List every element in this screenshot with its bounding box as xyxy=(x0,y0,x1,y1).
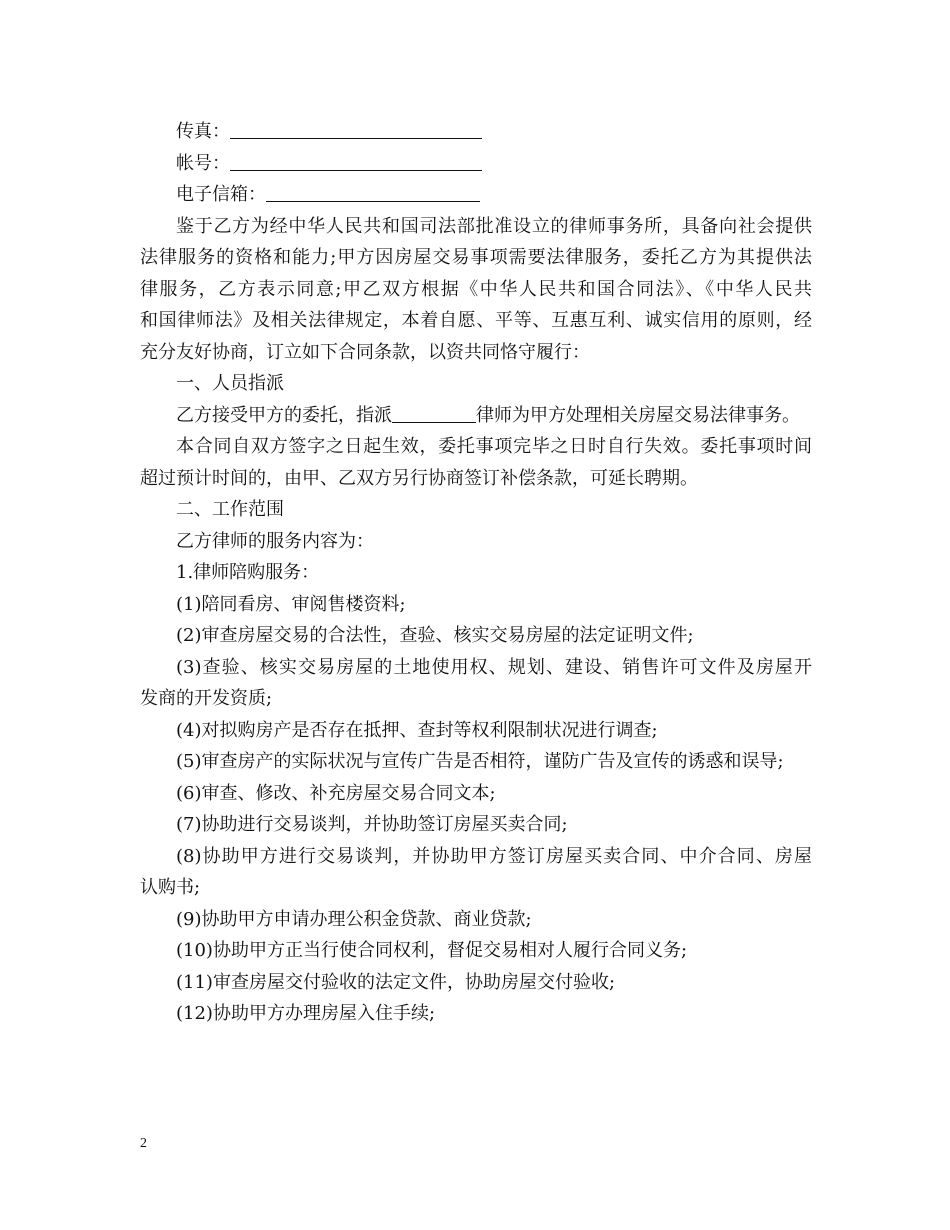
list-item: (2)审查房屋交易的合法性，查验、核实交易房屋的法定证明文件; xyxy=(176,625,694,646)
service-list xyxy=(140,589,812,1030)
list-item: (9)协助甲方申请办理公积金贷款、商业贷款; xyxy=(176,908,532,930)
list-item: (7)协助进行交易谈判，并协助签订房屋买卖合同; xyxy=(176,814,568,835)
email-blank[interactable] xyxy=(266,181,480,202)
fax-field xyxy=(140,116,812,148)
paragraph-line: 和国律师法》及相关法律规定，本着自愿、平等、互惠互利、诚实信用的原则，经 xyxy=(140,310,812,331)
list-item: (3)查验、核实交易房屋的土地使用权、规划、建设、销售许可文件及房屋开 xyxy=(176,656,812,678)
lawyer-name-blank[interactable] xyxy=(392,402,476,423)
list-item: (8)协助甲方进行交易谈判，并协助甲方签订房屋买卖合同、中介合同、房屋 xyxy=(176,845,812,867)
list-item: (1)陪同看房、审阅售楼资料; xyxy=(176,593,406,615)
paragraph-line: 超过预计时间的，由甲、乙双方另行协商签订补偿条款，可延长聘期。 xyxy=(140,467,698,489)
assignment-text-after: 律师为甲方处理相关房屋交易法律事务。 xyxy=(476,404,800,426)
fax-blank[interactable] xyxy=(230,118,482,139)
account-blank[interactable] xyxy=(230,150,482,171)
document-body xyxy=(140,116,812,1030)
assignment-text-before: 乙方接受甲方的委托，指派 xyxy=(176,404,392,426)
section-heading: 二、工作范围 xyxy=(176,499,284,520)
list-item-continuation: 发商的开发资质; xyxy=(140,688,273,709)
list-item: (6)审查、修改、补充房屋交易合同文本; xyxy=(176,782,496,804)
paragraph-line: 律服务，乙方表示同意;甲乙双方根据《中华人民共和国合同法》、《中华人民共 xyxy=(140,278,812,300)
page-number: 2 xyxy=(140,1136,147,1151)
list-item: (5)审查房产的实际状况与宣传广告是否相符，谨防广告及宣传的诱惑和误导; xyxy=(176,751,784,772)
account-field xyxy=(140,148,812,180)
account-label: 帐号： xyxy=(176,152,230,174)
service-intro: 乙方律师的服务内容为： xyxy=(176,530,374,552)
paragraph-line: 充分友好协商，订立如下合同条款，以资共同恪守履行： xyxy=(140,341,590,363)
paragraph-line: 鉴于乙方为经中华人民共和国司法部批准设立的律师事务所，具备向社会提供 xyxy=(176,215,812,237)
list-item: (4)对拟购房产是否存在抵押、查封等权利限制状况进行调查; xyxy=(176,719,658,741)
list-item: (11)审查房屋交付验收的法定文件，协助房屋交付验收; xyxy=(176,971,616,993)
fax-label: 传真： xyxy=(176,121,230,142)
assignment-clause xyxy=(140,400,812,432)
list-item: (10)协助甲方正当行使合同权利，督促交易相对人履行合同义务; xyxy=(176,940,688,961)
paragraph-line: 法律服务的资格和能力;甲方因房屋交易事项需要法律服务，委托乙方为其提供法 xyxy=(140,247,812,268)
email-label: 电子信箱： xyxy=(176,184,266,205)
service-subheading: 1.律师陪购服务： xyxy=(176,562,320,583)
section-heading: 一、人员指派 xyxy=(176,373,284,394)
list-item: (12)协助甲方办理房屋入住手续; xyxy=(176,1003,436,1024)
list-item-continuation: 认购书; xyxy=(140,877,201,898)
email-field xyxy=(140,179,812,211)
paragraph-line: 本合同自双方签字之日起生效，委托事项完毕之日时自行失效。委托事项时间 xyxy=(176,436,812,457)
preamble-paragraph xyxy=(140,211,812,369)
term-paragraph xyxy=(140,431,812,494)
